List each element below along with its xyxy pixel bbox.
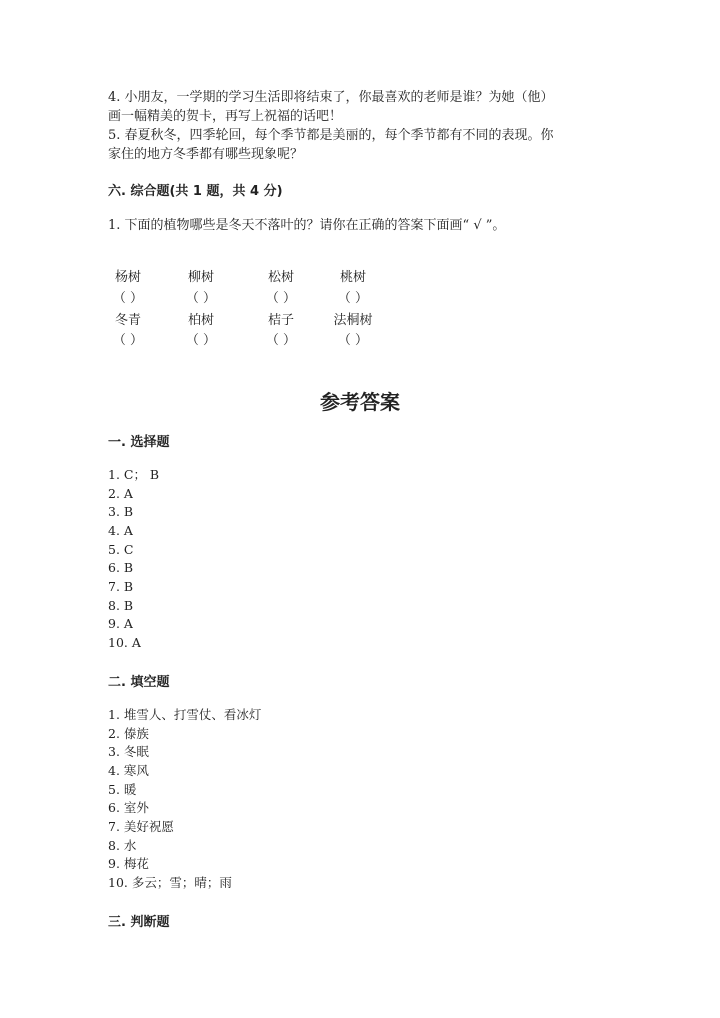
judge-heading: 三. 判断题: [108, 915, 170, 930]
answer-blank[interactable]: （ ）: [185, 333, 217, 348]
fill-answer: 8. 水: [108, 838, 137, 853]
answer-blank[interactable]: （ ）: [265, 291, 297, 306]
answer-blank[interactable]: （ ）: [112, 333, 144, 348]
choice-answer: 1. C； B: [108, 467, 160, 482]
tree-label-yang: 杨树: [114, 270, 141, 285]
choice-answer: 4. A: [108, 523, 133, 538]
question-4-line-1: 4. 小朋友，一学期的学习生活即将结束了，你最喜欢的老师是谁？为她（他）: [108, 90, 554, 105]
question-4-line-2: 画一幅精美的贺卡，再写上祝福的话吧！: [108, 109, 343, 124]
choice-answer: 6. B: [108, 560, 134, 575]
fill-answer: 9. 梅花: [108, 856, 149, 871]
fill-answer: 4. 寒风: [108, 763, 149, 778]
choice-answer: 9. A: [108, 616, 133, 631]
fill-answer: 5. 暖: [108, 782, 137, 797]
answer-blank[interactable]: （ ）: [265, 333, 297, 348]
tree-label-tao: 桃树: [339, 270, 366, 285]
fill-answer: 6. 室外: [108, 800, 149, 815]
fill-answer: 7. 美好祝愿: [108, 819, 174, 834]
choice-answer: 3. B: [108, 504, 134, 519]
tree-label-bai: 柏树: [187, 313, 214, 328]
fill-answer: 10. 多云；雪；晴；雨: [108, 875, 232, 890]
fill-answer: 1. 堆雪人、打雪仗、看冰灯: [108, 707, 262, 722]
fill-answer: 2. 傣族: [108, 726, 149, 741]
answer-blank[interactable]: （ ）: [112, 291, 144, 306]
section-6-heading: 六. 综合题(共 1 题，共 4 分): [108, 184, 283, 199]
tree-label-liu: 柳树: [187, 270, 214, 285]
answer-key-title: 参考答案: [320, 390, 400, 414]
choice-answer: 2. A: [108, 486, 133, 501]
tree-label-dongqing: 冬青: [114, 313, 141, 328]
fill-heading: 二. 填空题: [108, 675, 170, 690]
choice-answer: 8. B: [108, 598, 134, 613]
question-5-line-1: 5. 春夏秋冬，四季轮回，每个季节都是美丽的，每个季节都有不同的表现。你: [108, 128, 554, 143]
tree-label-song: 松树: [267, 270, 294, 285]
answer-blank[interactable]: （ ）: [337, 333, 369, 348]
tree-label-juzi: 桔子: [267, 313, 294, 328]
section-6-question-1: 1. 下面的植物哪些是冬天不落叶的？请你在正确的答案下面画“ √ ”。: [108, 218, 506, 233]
choice-answer: 5. C: [108, 542, 134, 557]
tree-label-fatong: 法桐树: [333, 313, 373, 328]
question-5-line-2: 家住的地方冬季都有哪些现象呢？: [108, 147, 304, 162]
choice-answer: 7. B: [108, 579, 134, 594]
choice-answer: 10. A: [108, 635, 141, 650]
answer-blank[interactable]: （ ）: [337, 291, 369, 306]
answer-blank[interactable]: （ ）: [185, 291, 217, 306]
choice-heading: 一. 选择题: [108, 435, 170, 450]
fill-answer: 3. 冬眠: [108, 744, 149, 759]
